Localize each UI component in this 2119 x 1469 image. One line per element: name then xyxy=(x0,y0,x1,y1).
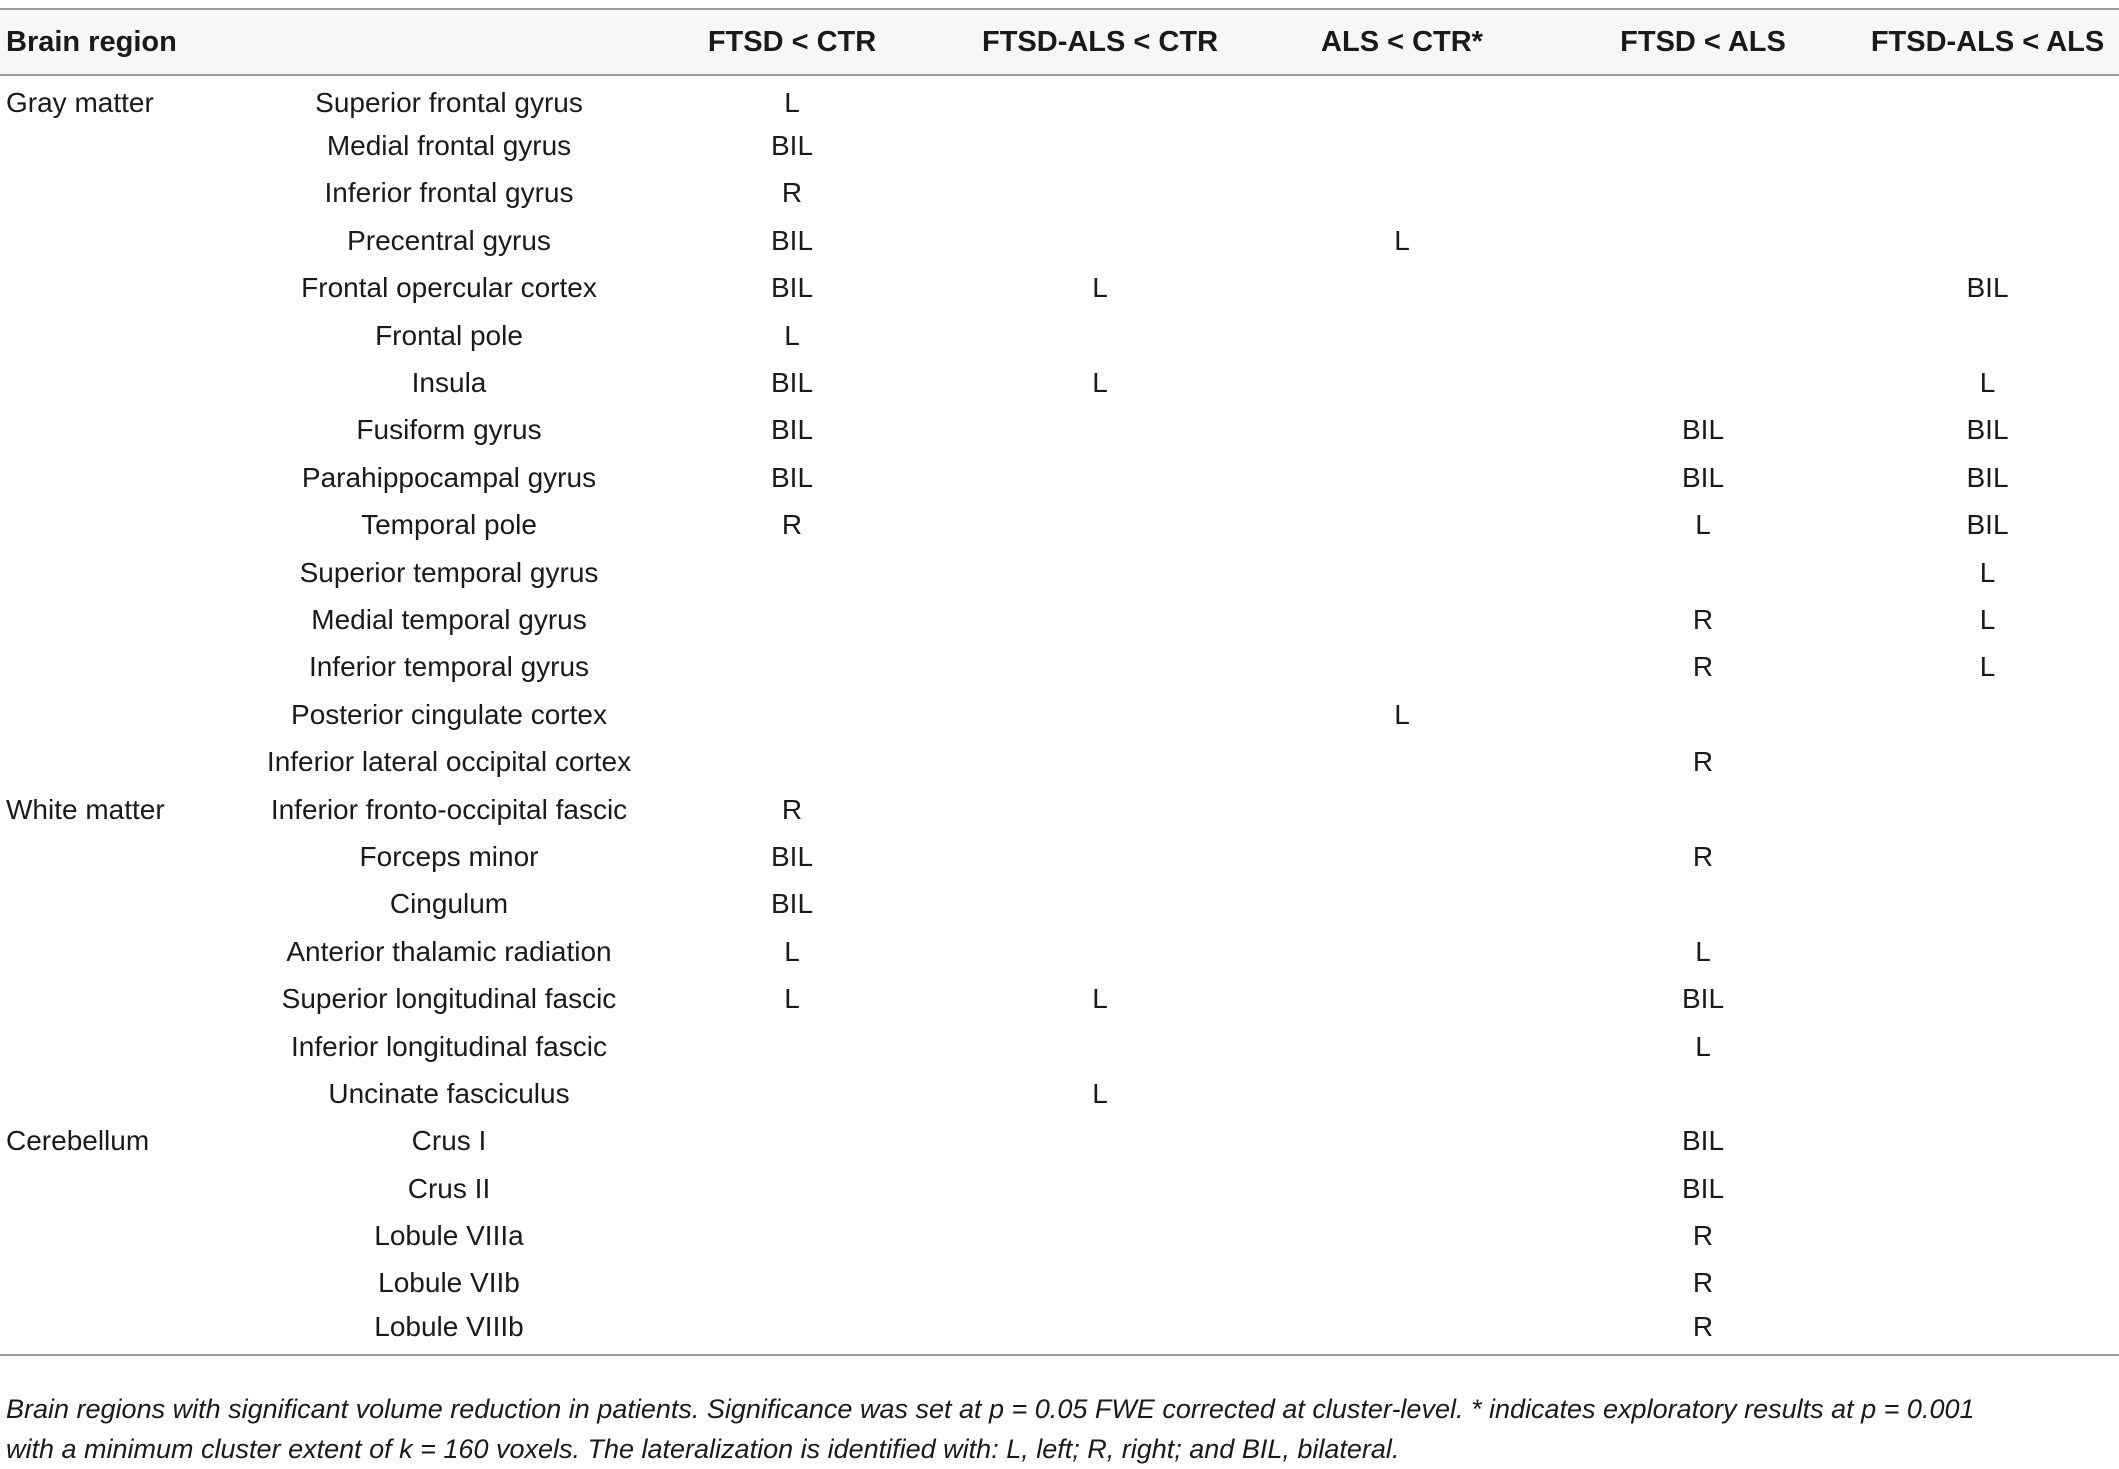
subregion-cell: Superior longitudinal fascic xyxy=(281,983,617,1015)
ftsd-lt-ctr-cell: BIL xyxy=(770,130,814,162)
subregion-cell: Fusiform gyrus xyxy=(356,414,542,446)
als-lt-ctr-cell xyxy=(1254,833,1550,880)
table-row xyxy=(0,1165,2119,1212)
ftsd-als-lt-als-cell xyxy=(1856,1070,2119,1117)
ftsd-als-lt-ctr-cell: L xyxy=(1092,367,1108,399)
table-row xyxy=(0,738,2119,785)
als-lt-ctr-cell xyxy=(1254,1307,1550,1354)
ftsd-als-lt-ctr-cell xyxy=(946,786,1254,833)
region-cell xyxy=(0,881,260,928)
ftsd-als-lt-als-cell: BIL xyxy=(1966,461,2009,493)
ftsd-lt-ctr-cell xyxy=(638,1070,946,1117)
table-row xyxy=(0,1260,2119,1307)
als-lt-ctr-cell xyxy=(1254,359,1550,406)
region-cell xyxy=(0,217,260,264)
ftsd-lt-ctr-cell xyxy=(638,1118,946,1165)
als-lt-ctr-cell xyxy=(1254,738,1550,785)
subregion-cell: Superior frontal gyrus xyxy=(315,87,583,119)
table-row xyxy=(0,1118,2119,1165)
subregion-cell: Frontal opercular cortex xyxy=(301,272,597,304)
ftsd-lt-ctr-cell xyxy=(638,1260,946,1307)
region-cell xyxy=(0,596,260,643)
ftsd-lt-ctr-cell: BIL xyxy=(770,224,814,256)
ftsd-lt-als-cell xyxy=(1550,217,1856,264)
ftsd-als-lt-ctr-cell xyxy=(946,122,1254,169)
region-cell: Gray matter xyxy=(6,87,154,119)
ftsd-lt-ctr-cell xyxy=(638,691,946,738)
als-lt-ctr-cell xyxy=(1254,928,1550,975)
als-lt-ctr-cell xyxy=(1254,975,1550,1022)
als-lt-ctr-cell: L xyxy=(1394,698,1410,730)
ftsd-als-lt-als-cell xyxy=(1856,75,2119,122)
ftsd-als-lt-ctr-cell: L xyxy=(1092,983,1108,1015)
ftsd-lt-ctr-cell: BIL xyxy=(770,888,814,920)
table-row xyxy=(0,407,2119,454)
region-cell: White matter xyxy=(6,793,165,825)
table-row xyxy=(0,786,2119,833)
region-cell xyxy=(0,691,260,738)
ftsd-als-lt-ctr-cell xyxy=(946,738,1254,785)
header-als-lt-ctr: ALS < CTR* xyxy=(1254,9,1550,75)
ftsd-lt-als-cell xyxy=(1550,1070,1856,1117)
subregion-cell: Crus I xyxy=(411,1125,487,1157)
subregion-cell: Forceps minor xyxy=(359,840,539,872)
ftsd-lt-als-cell xyxy=(1550,359,1856,406)
ftsd-lt-ctr-cell: BIL xyxy=(770,840,814,872)
subregion-cell: Superior temporal gyrus xyxy=(299,556,599,588)
header-brain-region: Brain region xyxy=(0,9,260,75)
subregion-cell: Crus II xyxy=(407,1172,491,1204)
ftsd-lt-als-cell: R xyxy=(1692,840,1714,872)
region-cell xyxy=(0,975,260,1022)
ftsd-als-lt-als-cell xyxy=(1856,928,2119,975)
ftsd-lt-als-cell xyxy=(1550,265,1856,312)
results-table xyxy=(0,8,2119,1356)
ftsd-als-lt-ctr-cell xyxy=(946,454,1254,501)
als-lt-ctr-cell xyxy=(1254,1023,1550,1070)
header-row xyxy=(0,9,2119,75)
ftsd-lt-als-cell: BIL xyxy=(1681,1172,1725,1204)
ftsd-als-lt-ctr-cell xyxy=(946,502,1254,549)
ftsd-lt-ctr-cell: L xyxy=(784,983,800,1015)
ftsd-lt-ctr-cell xyxy=(638,549,946,596)
ftsd-lt-als-cell: BIL xyxy=(1681,414,1725,446)
ftsd-lt-als-cell: R xyxy=(1692,746,1714,778)
ftsd-als-lt-ctr-cell xyxy=(946,170,1254,217)
table-row xyxy=(0,833,2119,880)
table-row xyxy=(0,1070,2119,1117)
subregion-cell: Inferior temporal gyrus xyxy=(308,651,590,683)
table-row xyxy=(0,217,2119,264)
subregion-cell: Inferior fronto-occipital fascic xyxy=(270,793,628,825)
ftsd-als-lt-ctr-cell xyxy=(946,75,1254,122)
subregion-cell: Inferior lateral occipital cortex xyxy=(266,746,632,778)
ftsd-lt-ctr-cell xyxy=(638,738,946,785)
subregion-cell: Frontal pole xyxy=(375,319,523,351)
ftsd-als-lt-als-cell xyxy=(1856,1212,2119,1259)
header-subregion xyxy=(260,9,638,75)
region-cell xyxy=(0,1070,260,1117)
region-cell xyxy=(0,454,260,501)
als-lt-ctr-cell xyxy=(1254,312,1550,359)
ftsd-als-lt-ctr-cell: L xyxy=(1092,1077,1108,1109)
ftsd-lt-ctr-cell xyxy=(638,1307,946,1354)
region-cell xyxy=(0,1165,260,1212)
ftsd-als-lt-als-cell: BIL xyxy=(1966,414,2009,446)
subregion-cell: Cingulum xyxy=(389,888,509,920)
table-row xyxy=(0,549,2119,596)
ftsd-als-lt-ctr-cell xyxy=(946,407,1254,454)
ftsd-lt-als-cell xyxy=(1550,122,1856,169)
ftsd-lt-ctr-cell xyxy=(638,644,946,691)
ftsd-lt-ctr-cell: L xyxy=(784,87,800,119)
ftsd-lt-als-cell: R xyxy=(1550,1307,1856,1354)
ftsd-als-lt-ctr-cell xyxy=(946,1023,1254,1070)
ftsd-als-lt-als-cell xyxy=(1856,833,2119,880)
table-row xyxy=(0,596,2119,643)
ftsd-lt-als-cell: BIL xyxy=(1681,461,1725,493)
subregion-cell: Lobule VIIb xyxy=(378,1267,520,1299)
als-lt-ctr-cell xyxy=(1254,881,1550,928)
als-lt-ctr-cell xyxy=(1254,1118,1550,1165)
region-cell xyxy=(0,502,260,549)
ftsd-als-lt-als-cell: L xyxy=(1979,556,1996,588)
table-row xyxy=(0,928,2119,975)
als-lt-ctr-cell xyxy=(1254,75,1550,122)
subregion-cell: Lobule VIIIa xyxy=(374,1220,524,1252)
table-row xyxy=(0,1023,2119,1070)
ftsd-lt-als-cell: R xyxy=(1692,1267,1714,1299)
table-row xyxy=(0,1212,2119,1259)
subregion-cell: Medial temporal gyrus xyxy=(311,603,587,635)
subregion-cell: Inferior frontal gyrus xyxy=(324,177,574,209)
region-cell: Cerebellum xyxy=(6,1125,150,1157)
ftsd-lt-als-cell: L xyxy=(1695,1030,1711,1062)
region-cell xyxy=(0,312,260,359)
als-lt-ctr-cell xyxy=(1254,596,1550,643)
ftsd-als-lt-als-cell: L xyxy=(1979,367,1996,399)
ftsd-als-lt-ctr-cell xyxy=(946,881,1254,928)
ftsd-als-lt-als-cell xyxy=(1856,1260,2119,1307)
ftsd-lt-ctr-cell: BIL xyxy=(770,272,814,304)
ftsd-als-lt-ctr-cell xyxy=(946,549,1254,596)
table-row xyxy=(0,502,2119,549)
ftsd-lt-als-cell: L xyxy=(1695,509,1711,541)
als-lt-ctr-cell xyxy=(1254,1070,1550,1117)
ftsd-lt-als-cell xyxy=(1550,691,1856,738)
ftsd-als-lt-ctr-cell xyxy=(946,1212,1254,1259)
table-row xyxy=(0,881,2119,928)
table-header xyxy=(0,9,2119,75)
ftsd-lt-als-cell xyxy=(1550,786,1856,833)
subregion-cell: Lobule VIIIb xyxy=(260,1307,638,1354)
ftsd-als-lt-ctr-cell xyxy=(946,312,1254,359)
region-cell xyxy=(0,1260,260,1307)
als-lt-ctr-cell xyxy=(1254,644,1550,691)
ftsd-lt-als-cell xyxy=(1550,170,1856,217)
ftsd-als-lt-ctr-cell xyxy=(946,1118,1254,1165)
ftsd-als-lt-ctr-cell xyxy=(946,596,1254,643)
table-row xyxy=(0,975,2119,1022)
region-cell xyxy=(0,833,260,880)
subregion-cell: Anterior thalamic radiation xyxy=(286,935,612,967)
header-ftsd-lt-als: FTSD < ALS xyxy=(1550,9,1856,75)
table-row xyxy=(0,691,2119,738)
region-cell xyxy=(0,1023,260,1070)
ftsd-lt-ctr-cell: L xyxy=(784,935,800,967)
ftsd-lt-ctr-cell: L xyxy=(784,319,800,351)
region-cell xyxy=(0,928,260,975)
ftsd-als-lt-ctr-cell xyxy=(946,1260,1254,1307)
ftsd-als-lt-als-cell xyxy=(1856,691,2119,738)
subregion-cell: Parahippocampal gyrus xyxy=(301,461,597,493)
subregion-cell: Precentral gyrus xyxy=(347,224,551,256)
ftsd-als-lt-ctr-cell xyxy=(946,217,1254,264)
ftsd-als-lt-als-cell xyxy=(1856,122,2119,169)
als-lt-ctr-cell: L xyxy=(1394,224,1410,256)
ftsd-als-lt-als-cell xyxy=(1856,217,2119,264)
region-cell xyxy=(0,170,260,217)
region-cell xyxy=(0,1212,260,1259)
ftsd-lt-als-cell: L xyxy=(1695,935,1711,967)
ftsd-als-lt-als-cell xyxy=(1856,1165,2119,1212)
subregion-cell: Posterior cingulate cortex xyxy=(291,698,607,730)
table-row xyxy=(0,359,2119,406)
region-cell xyxy=(0,1307,260,1354)
ftsd-als-lt-als-cell xyxy=(1856,975,2119,1022)
subregion-cell: Inferior longitudinal fascic xyxy=(291,1030,607,1062)
ftsd-lt-ctr-cell: BIL xyxy=(770,461,814,493)
table-row xyxy=(0,644,2119,691)
als-lt-ctr-cell xyxy=(1254,407,1550,454)
als-lt-ctr-cell xyxy=(1254,454,1550,501)
als-lt-ctr-cell xyxy=(1254,786,1550,833)
region-cell xyxy=(0,407,260,454)
region-cell xyxy=(0,738,260,785)
ftsd-als-lt-als-cell xyxy=(1856,1307,2119,1354)
region-cell xyxy=(0,359,260,406)
ftsd-als-lt-ctr-cell xyxy=(946,1307,1254,1354)
als-lt-ctr-cell xyxy=(1254,502,1550,549)
ftsd-als-lt-ctr-cell xyxy=(946,833,1254,880)
header-ftsd-als-lt-als: FTSD-ALS < ALS xyxy=(1856,9,2119,75)
ftsd-lt-ctr-cell: R xyxy=(781,177,803,209)
ftsd-als-lt-als-cell: L xyxy=(1979,651,1996,683)
ftsd-lt-als-cell: BIL xyxy=(1681,1125,1725,1157)
table-row xyxy=(0,1307,2119,1354)
ftsd-lt-ctr-cell xyxy=(638,1212,946,1259)
ftsd-als-lt-als-cell xyxy=(1856,170,2119,217)
ftsd-als-lt-als-cell xyxy=(1856,881,2119,928)
subregion-cell: Uncinate fasciculus xyxy=(328,1077,570,1109)
ftsd-lt-ctr-cell: BIL xyxy=(770,414,814,446)
ftsd-lt-als-cell xyxy=(1550,881,1856,928)
als-lt-ctr-cell xyxy=(1254,549,1550,596)
ftsd-als-lt-ctr-cell xyxy=(946,691,1254,738)
table-caption xyxy=(6,1389,2106,1469)
table-row xyxy=(0,170,2119,217)
als-lt-ctr-cell xyxy=(1254,122,1550,169)
ftsd-als-lt-als-cell xyxy=(1856,1118,2119,1165)
ftsd-als-lt-ctr-cell xyxy=(946,928,1254,975)
table-row xyxy=(0,312,2119,359)
ftsd-lt-ctr-cell: R xyxy=(781,793,803,825)
region-cell xyxy=(0,549,260,596)
caption-line-1: Brain regions with significant volume reduction in patients. Significance was set at p = 0.05 FWE corrected at cluster-level. * indicates exploratory results at p = 0.001 xyxy=(6,1394,1975,1424)
subregion-cell: Medial frontal gyrus xyxy=(326,130,572,162)
als-lt-ctr-cell xyxy=(1254,170,1550,217)
header-ftsd-als-lt-ctr: FTSD-ALS < CTR xyxy=(946,9,1254,75)
ftsd-lt-als-cell: R xyxy=(1692,603,1714,635)
als-lt-ctr-cell xyxy=(1254,1165,1550,1212)
table-row xyxy=(0,75,2119,122)
ftsd-lt-als-cell xyxy=(1550,549,1856,596)
als-lt-ctr-cell xyxy=(1254,265,1550,312)
table-body xyxy=(0,75,2119,1355)
region-cell xyxy=(0,122,260,169)
header-ftsd-lt-ctr: FTSD < CTR xyxy=(638,9,946,75)
ftsd-als-lt-als-cell xyxy=(1856,786,2119,833)
ftsd-lt-als-cell: R xyxy=(1692,651,1714,683)
region-cell xyxy=(0,265,260,312)
region-cell xyxy=(0,644,260,691)
table-row xyxy=(0,265,2119,312)
subregion-cell: Temporal pole xyxy=(361,509,537,541)
table-row xyxy=(0,122,2119,169)
ftsd-als-lt-als-cell xyxy=(1856,738,2119,785)
ftsd-lt-als-cell xyxy=(1550,312,1856,359)
ftsd-als-lt-ctr-cell: L xyxy=(1092,272,1108,304)
ftsd-als-lt-als-cell: BIL xyxy=(1966,272,2009,304)
ftsd-als-lt-als-cell: BIL xyxy=(1966,509,2009,541)
ftsd-lt-als-cell: R xyxy=(1692,1220,1714,1252)
ftsd-als-lt-ctr-cell xyxy=(946,644,1254,691)
ftsd-lt-ctr-cell: BIL xyxy=(770,367,814,399)
table-row xyxy=(0,454,2119,501)
ftsd-lt-als-cell xyxy=(1550,75,1856,122)
ftsd-als-lt-ctr-cell xyxy=(946,1165,1254,1212)
ftsd-als-lt-als-cell xyxy=(1856,1023,2119,1070)
ftsd-lt-als-cell: BIL xyxy=(1681,983,1725,1015)
ftsd-lt-ctr-cell xyxy=(638,596,946,643)
subregion-cell: Insula xyxy=(411,367,487,399)
als-lt-ctr-cell xyxy=(1254,1260,1550,1307)
ftsd-als-lt-als-cell xyxy=(1856,312,2119,359)
ftsd-lt-ctr-cell xyxy=(638,1165,946,1212)
als-lt-ctr-cell xyxy=(1254,1212,1550,1259)
ftsd-lt-ctr-cell: R xyxy=(781,509,803,541)
ftsd-lt-ctr-cell xyxy=(638,1023,946,1070)
ftsd-als-lt-als-cell: L xyxy=(1979,603,1996,635)
caption-line-2: with a minimum cluster extent of k = 160 voxels. The lateralization is identified with: L, left; R, right; and BIL, bilateral. xyxy=(6,1434,1400,1464)
